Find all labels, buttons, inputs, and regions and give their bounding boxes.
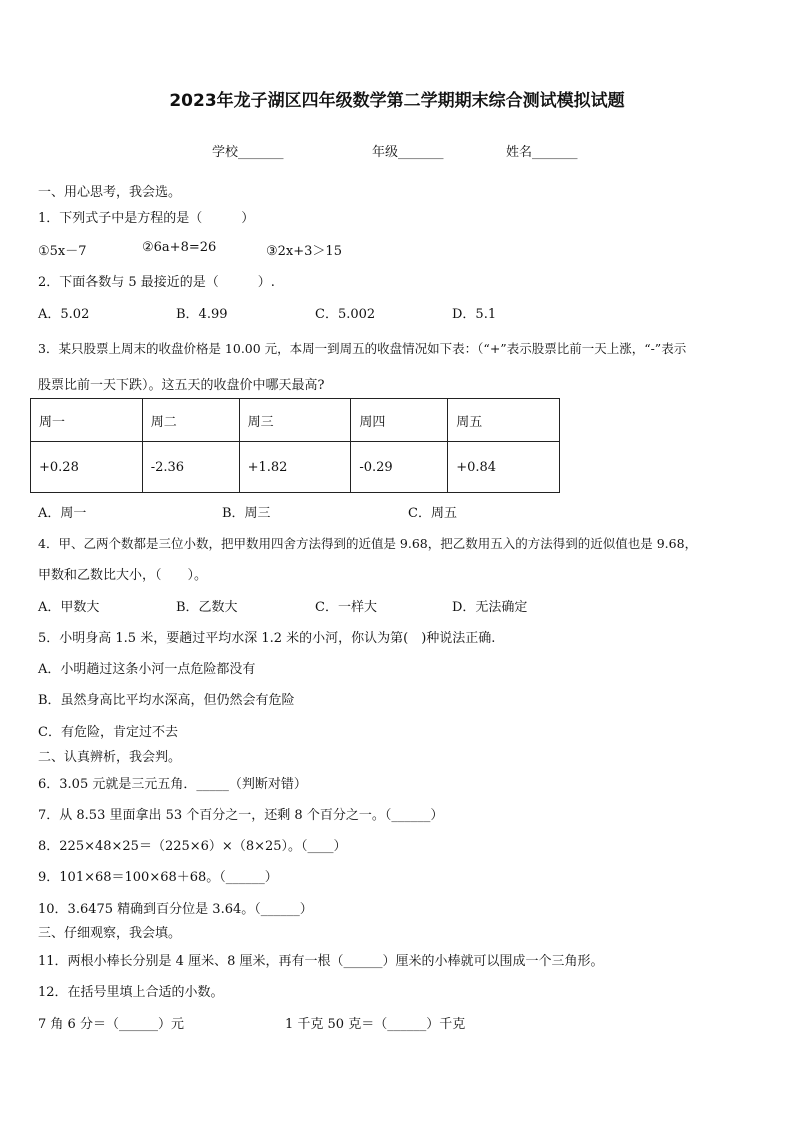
question-12: 12．在括号里填上合适的小数。: [38, 985, 224, 1000]
question-10: 10．3.6475 精确到百分位是 3.64。（______）: [38, 902, 313, 917]
q4-option-c: C．一样大: [315, 600, 377, 615]
question-4-line-2: 甲数和乙数比大小，（ ）。: [38, 568, 208, 583]
table-row: [31, 442, 560, 493]
q12-part-b: 1 千克 50 克＝（______）千克: [285, 1017, 466, 1032]
question-8: 8．225×48×25＝（225×6）×（8×25）。（____）: [38, 839, 347, 854]
question-3-line-1: 3．某只股票上周末的收盘价格是 10.00 元，本周一到周五的收盘情况如下表：（“+”表示股票比前一天上涨，“-”表示: [38, 341, 687, 356]
q3-option-c: C．周五: [408, 506, 457, 521]
grade-field: 年级_______: [372, 145, 444, 160]
question-6: 6．3.05 元就是三元五角．_____（判断对错）: [38, 777, 307, 792]
q1-option-3: ③2x+3＞15: [266, 244, 342, 259]
q4-option-d: D．无法确定: [452, 600, 528, 615]
q4-option-a: A．甲数大: [38, 600, 100, 615]
table-header-cell: 周三: [239, 399, 351, 442]
table-cell: +0.28: [31, 442, 143, 493]
q5-option-a: A．小明趟过这条小河一点危险都没有: [38, 662, 256, 677]
question-2: 2．下面各数与 5 最接近的是（ ）.: [38, 275, 275, 290]
q5-option-b: B．虽然身高比平均水深高，但仍然会有危险: [38, 693, 295, 708]
question-3-line-2: 股票比前一天下跌）。这五天的收盘价中哪天最高?: [38, 378, 325, 393]
page-title: 2023年龙子湖区四年级数学第二学期期末综合测试模拟试题: [169, 91, 625, 111]
q1-option-2: ②6a+8=26: [142, 240, 217, 255]
stock-table: [30, 398, 560, 493]
q2-option-d: D．5.1: [452, 307, 497, 322]
section-3-heading: 三、仔细观察，我会填。: [38, 926, 182, 941]
table-cell: +0.84: [448, 442, 560, 493]
table-cell: -0.29: [351, 442, 448, 493]
table-header-cell: 周四: [351, 399, 448, 442]
question-5: 5．小明身高 1.5 米，要趟过平均水深 1.2 米的小河，你认为第( )种说法正确.: [38, 631, 496, 646]
q2-option-b: B．4.99: [176, 307, 228, 322]
table-cell: +1.82: [239, 442, 351, 493]
table-header-cell: 周一: [31, 399, 143, 442]
question-4-line-1: 4．甲、乙两个数都是三位小数，把甲数用四舍方法得到的近值是 9.68，把乙数用五入的方法得到的近似值也是 9.68，: [38, 536, 698, 551]
q3-option-a: A．周一: [38, 506, 87, 521]
question-11: 11．两根小棒长分别是 4 厘米、8 厘米，再有一根（______）厘米的小棒就可以围成一个三角形。: [38, 954, 604, 969]
question-9: 9．101×68＝100×68＋68。（______）: [38, 870, 278, 885]
table-cell: -2.36: [142, 442, 239, 493]
q2-option-a: A．5.02: [38, 307, 90, 322]
section-2-heading: 二、认真辨析，我会判。: [38, 750, 182, 765]
name-field: 姓名_______: [506, 145, 578, 160]
q5-option-c: C．有危险，肯定过不去: [38, 725, 178, 740]
q12-part-a: 7 角 6 分＝（______）元: [38, 1017, 184, 1032]
table-header-cell: 周二: [142, 399, 239, 442]
q4-option-b: B．乙数大: [176, 600, 238, 615]
q3-option-b: B．周三: [222, 506, 271, 521]
table-header-cell: 周五: [448, 399, 560, 442]
table-header-row: [31, 399, 560, 442]
question-1: 1．下列式子中是方程的是（ ）: [38, 211, 255, 226]
school-field: 学校_______: [212, 145, 284, 160]
q1-option-1: ①5x－7: [38, 244, 87, 259]
section-1-heading: 一、用心思考，我会选。: [38, 185, 182, 200]
q2-option-c: C．5.002: [315, 307, 376, 322]
question-7: 7．从 8.53 里面拿出 53 个百分之一，还剩 8 个百分之一。（______）: [38, 808, 444, 823]
